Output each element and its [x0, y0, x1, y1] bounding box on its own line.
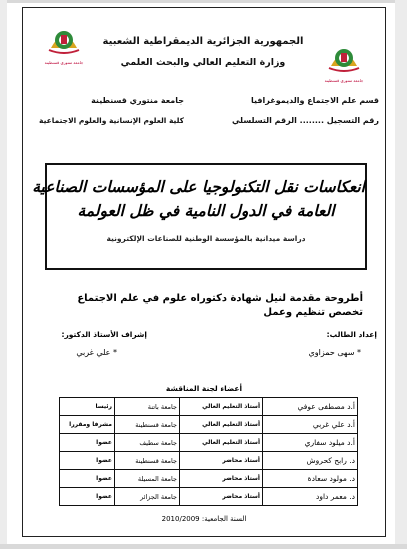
jury-member-rank: أستاذ التعليم العالي: [180, 434, 263, 452]
jury-member-role: مشرفا ومقررا: [60, 416, 115, 434]
jury-member-university: جامعة سطيف: [115, 434, 180, 452]
window-frame-top: [0, 0, 407, 3]
thesis-title-line-1: انعكاسات نقل التكنولوجيا على المؤسسات الصناعية: [32, 177, 365, 196]
university-line: جامعة منتوري قسنطينة: [91, 96, 184, 105]
faculty-line: كلية العلوم الإنسانية والعلوم الاجتماعية: [39, 116, 184, 125]
thesis-title-line-2: العامة في الدول النامية في ظل العولمة: [77, 201, 335, 220]
jury-member-role: رئيسا: [60, 398, 115, 416]
seal-caption-right: جامعة منتوري قسنطينة: [324, 78, 364, 83]
jury-member-name: د. مولود سعادة: [263, 470, 358, 488]
jury-member-name: أ.د مصطفى عوفي: [263, 398, 358, 416]
republic-line: الجمهورية الجزائرية الديمقراطية الشعبية: [102, 36, 304, 47]
jury-member-rank: أستاذ محاضر: [180, 470, 263, 488]
ministry-line: وزارة التعليم العالي والبحث العلمي: [120, 57, 286, 68]
table-row: [60, 452, 358, 470]
thesis-title: [32, 175, 365, 223]
window-frame-left: [0, 0, 7, 549]
university-seal-icon: [327, 38, 361, 76]
jury-member-university: جامعة المسيلة: [115, 470, 180, 488]
jury-member-university: جامعة باتنة: [115, 398, 180, 416]
thesis-description: أطروحة مقدمة لنيل شهادة دكتوراه علوم في علم الاجتماع تخصص تنظيم وعمل: [77, 293, 363, 318]
jury-member-rank: أستاذ التعليم العالي: [180, 398, 263, 416]
jury-member-role: عضوا: [60, 488, 115, 506]
window-frame-right: [395, 0, 407, 549]
table-row: [60, 470, 358, 488]
university-seal-icon: [47, 20, 81, 58]
table-row: [60, 398, 358, 416]
jury-member-name: د. رابح كحروش: [263, 452, 358, 470]
jury-member-university: جامعة قسنطينة: [115, 452, 180, 470]
title-box: [32, 163, 367, 270]
registration-line: رقم التسجيل ........ الرقم التسلسلي: [231, 116, 379, 125]
jury-member-name: د. معمر داود: [263, 488, 358, 506]
seal-caption-left: جامعة منتوري قسنطينة: [44, 60, 84, 65]
supervisor-label: إشراف الأستاذ الدكتور:: [61, 330, 147, 339]
academic-year: السنة الجامعية: 2010/2009: [161, 515, 247, 523]
jury-member-rank: أستاذ محاضر: [180, 452, 263, 470]
student-label: إعداد الطالب:: [326, 330, 377, 339]
window-frame-bottom: [0, 544, 407, 549]
jury-member-name: أ.د علي غربي: [263, 416, 358, 434]
student-name: * سهى حمزاوي: [308, 348, 361, 357]
jury-member-role: عضوا: [60, 452, 115, 470]
study-subtitle: دراسة ميدانية بالمؤسسة الوطنية للصناعات الإلكترونية: [106, 234, 306, 243]
table-row: [60, 416, 358, 434]
jury-member-rank: أستاذ التعليم العالي: [180, 416, 263, 434]
jury-heading: أعضاء لجنة المناقشة: [165, 384, 243, 393]
jury-member-university: جامعة الجزائر: [115, 488, 180, 506]
jury-table: [59, 397, 358, 506]
jury-member-name: أ.د ميلود سفاري: [263, 434, 358, 452]
document-page: [22, 7, 386, 537]
jury-member-university: جامعة قسنطينة: [115, 416, 180, 434]
table-row: [60, 488, 358, 506]
table-row: [60, 434, 358, 452]
jury-member-rank: أستاذ محاضر: [180, 488, 263, 506]
supervisor-name: * علي غربي: [76, 348, 117, 357]
department-line: قسم علم الاجتماع والديموغرافيا: [251, 96, 379, 105]
jury-member-role: عضوا: [60, 470, 115, 488]
jury-member-role: عضوا: [60, 434, 115, 452]
